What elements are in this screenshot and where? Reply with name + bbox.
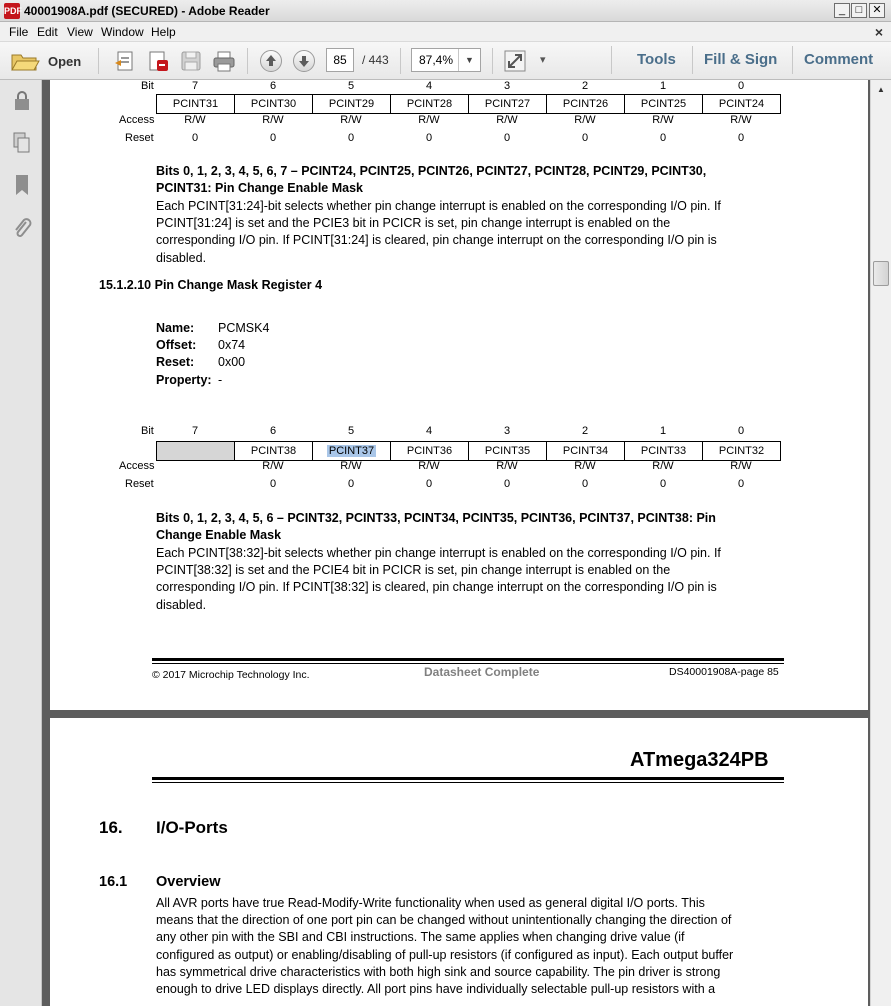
reset-value: 0 [737,132,745,144]
bit-number: 3 [503,425,511,437]
prop-key: Property: [156,373,212,387]
lock-icon[interactable] [12,89,32,111]
field-cell: PCINT36 [391,442,469,461]
open-label: Open [48,54,82,69]
arrow-up-icon [261,51,281,71]
paragraph-line: All AVR ports have true Read-Modify-Write functionality when used as general digital I/O ports. This [156,896,705,910]
vertical-scrollbar[interactable] [870,80,891,1006]
comment-button[interactable]: Comment [804,51,874,68]
title-bar[interactable] [0,0,891,22]
toolbar-separator [692,46,693,74]
navigation-panel [0,80,42,1006]
menu-view[interactable]: View [67,25,93,39]
paragraph-line: disabled. [156,598,207,612]
fill-sign-button[interactable]: Fill & Sign [704,51,778,68]
bits-heading-cont: PCINT31: Pin Change Enable Mask [156,181,363,195]
scrollbar-thumb[interactable] [873,261,889,286]
access-value: R/W [496,460,518,472]
bit-number: 3 [503,80,511,92]
maximize-button[interactable]: □ [851,3,867,18]
toolbar-separator [400,48,401,74]
prop-value: 0x00 [218,355,246,369]
reset-value: 0 [581,132,589,144]
field-cell: PCINT35 [469,442,547,461]
bit-number: 4 [425,425,433,437]
reset-label: Reset [125,478,154,490]
reset-value: 0 [347,478,355,490]
bit-number: 6 [269,80,277,92]
scroll-up-icon[interactable]: ▲ [877,85,885,94]
save-disk-icon[interactable] [179,49,203,73]
section-title: Overview [156,874,221,890]
printer-icon[interactable] [212,49,236,73]
bit-number: 6 [269,425,277,437]
reset-value: 0 [347,132,355,144]
paragraph-line: has symmetrical drive characteristics with both high sink and source capability. The pin driver is strong [156,965,721,979]
register-table-pcmsk3 [156,94,781,114]
toolbar-separator [247,48,248,74]
paragraph-line: PCINT[31:24] is set and the PCIE3 bit in PCICR is set, pin change interrupt is enabled on the [156,216,671,230]
prop-key: Offset: [156,338,197,352]
field-cell: PCINT24 [703,95,781,114]
reset-value: 0 [659,132,667,144]
export-pdf-icon[interactable] [146,49,170,73]
open-button[interactable] [10,49,86,73]
bit-number: 5 [347,425,355,437]
header-rule-thin [152,782,784,783]
access-value: R/W [730,114,752,126]
paragraph-line: enough to drive LED displays directly. All port pins have individually selectable pull-up resistors with a [156,982,716,996]
reset-value: 0 [269,132,277,144]
section-number: 16.1 [99,874,128,890]
bookmark-icon[interactable] [12,174,32,196]
bit-number: 0 [737,80,745,92]
menu-help[interactable]: Help [151,25,176,39]
menu-edit[interactable]: Edit [37,25,58,39]
field-cell: PCINT34 [547,442,625,461]
reset-value: 0 [503,478,511,490]
header-rule [152,777,784,780]
reset-value: 0 [737,478,745,490]
footer-copyright: © 2017 Microchip Technology Inc. [152,669,310,681]
bit-number: 7 [191,80,199,92]
bit-number: 1 [659,80,667,92]
bit-number: 4 [425,80,433,92]
bits-heading: Bits 0, 1, 2, 3, 4, 5, 6 – PCINT32, PCINT33, PCINT34, PCINT35, PCINT36, PCINT37, PCINT38: Pin [156,511,716,525]
pdf-page-86 [50,718,868,1006]
page-number-input[interactable]: 85 [326,48,354,72]
field-cell: PCINT27 [469,95,547,114]
create-pdf-icon[interactable] [113,49,137,73]
selected-text: PCINT37 [328,445,375,457]
close-button[interactable]: ✕ [869,3,885,18]
toolbar-separator [98,48,99,74]
register-table-pcmsk4 [156,441,781,461]
tools-button[interactable]: Tools [637,51,676,68]
reserved-cell [157,442,235,461]
bits-heading: Bits 0, 1, 2, 3, 4, 5, 6, 7 – PCINT24, PCINT25, PCINT26, PCINT27, PCINT28, PCINT29, PCINT30, [156,164,707,178]
fit-page-icon[interactable] [503,49,527,73]
section-heading: 15.1.2.10 Pin Change Mask Register 4 [99,278,323,292]
bit-number: 5 [347,80,355,92]
arrow-down-icon [294,51,314,71]
chevron-down-icon[interactable]: ▼ [458,49,480,71]
reset-value: 0 [191,132,199,144]
paragraph-line: PCINT[38:32] is set and the PCIE4 bit in PCICR is set, pin change interrupt is enabled on the [156,563,671,577]
bit-number: 0 [737,425,745,437]
paragraph-line: any other pin with the SBI and CBI instructions. The same applies when changing drive value (if [156,930,685,944]
reset-label: Reset [125,132,154,144]
access-value: R/W [652,460,674,472]
field-cell: PCINT30 [235,95,313,114]
access-value: R/W [262,460,284,472]
pdf-page-85 [50,80,868,710]
field-cell: PCINT25 [625,95,703,114]
access-value: R/W [574,460,596,472]
page-header-title: ATmega324PB [630,749,769,771]
paragraph-line: corresponding I/O pin. If PCINT[38:32] is cleared, pin change interrupt on the corresponding I/O pin is [156,580,717,594]
bit-label: Bit [141,80,154,92]
footer-page-number: DS40001908A-page 85 [669,666,779,678]
zoom-select[interactable] [411,48,481,72]
reset-value: 0 [659,478,667,490]
field-cell: PCINT38 [235,442,313,461]
access-value: R/W [418,460,440,472]
menu-window[interactable]: Window [101,25,144,39]
footer-rule [152,658,784,661]
pages-icon[interactable] [12,132,32,154]
more-tools-icon[interactable]: ▾ [540,54,546,66]
window-title: 40001908A.pdf (SECURED) - Adobe Reader [24,4,270,18]
minimize-button[interactable]: _ [834,3,850,18]
paragraph-line: means that the direction of one port pin can be changed without unintentionally changing the direction of [156,913,732,927]
reset-value: 0 [425,132,433,144]
field-cell: PCINT28 [391,95,469,114]
reset-value: 0 [425,478,433,490]
access-value: R/W [418,114,440,126]
field-cell: PCINT26 [547,95,625,114]
access-value: R/W [340,460,362,472]
field-cell-selected[interactable] [313,442,391,461]
access-label: Access [119,114,155,126]
prop-key: Reset: [156,355,195,369]
reset-value: 0 [581,478,589,490]
page-count: / 443 [362,53,389,67]
access-label: Access [119,460,155,472]
toolbar-separator [492,48,493,74]
prop-value: - [218,373,223,387]
reset-value: 0 [503,132,511,144]
toolbar-separator [611,46,612,74]
paragraph-line: Each PCINT[38:32]-bit selects whether pin change interrupt is enabled on the corresponding I/O pin. If [156,546,721,560]
paperclip-icon[interactable] [12,218,32,240]
paragraph-line: configured as output) or enabling/disabling of pull-up resistors (if configured as input). Each output buffer [156,948,734,962]
field-cell: PCINT33 [625,442,703,461]
access-value: R/W [184,114,206,126]
zoom-value: 87,4% [419,53,454,67]
pdf-app-icon: PDF [4,3,20,19]
field-cell: PCINT31 [157,95,235,114]
folder-open-icon [10,50,40,72]
menu-bar [0,22,891,42]
menu-file[interactable]: File [9,25,29,39]
footer-center: Datasheet Complete [424,665,540,679]
chapter-title: I/O-Ports [156,818,228,837]
next-page-button[interactable] [293,50,315,72]
bit-label: Bit [141,425,154,437]
close-document-icon[interactable]: × [874,24,883,40]
access-value: R/W [574,114,596,126]
bit-number: 2 [581,80,589,92]
prop-value: 0x74 [218,338,246,352]
paragraph-line: corresponding I/O pin. If PCINT[31:24] is cleared, pin change interrupt on the corresponding I/O pin is [156,233,717,247]
field-cell: PCINT29 [313,95,391,114]
access-value: R/W [496,114,518,126]
reset-value: 0 [269,478,277,490]
prop-value: PCMSK4 [218,321,270,335]
toolbar-separator [792,46,793,74]
paragraph-line: Each PCINT[31:24]-bit selects whether pin change interrupt is enabled on the corresponding I/O pin. If [156,199,721,213]
field-cell: PCINT32 [703,442,781,461]
paragraph-line: disabled. [156,251,207,265]
access-value: R/W [730,460,752,472]
document-viewport[interactable] [42,80,870,1006]
chapter-number: 16. [99,818,123,837]
previous-page-button[interactable] [260,50,282,72]
access-value: R/W [262,114,284,126]
bits-heading-cont: Change Enable Mask [156,528,282,542]
bit-number: 7 [191,425,199,437]
access-value: R/W [652,114,674,126]
prop-key: Name: [156,321,195,335]
bit-number: 2 [581,425,589,437]
bit-number: 1 [659,425,667,437]
footer-rule-thin [152,663,784,664]
access-value: R/W [340,114,362,126]
